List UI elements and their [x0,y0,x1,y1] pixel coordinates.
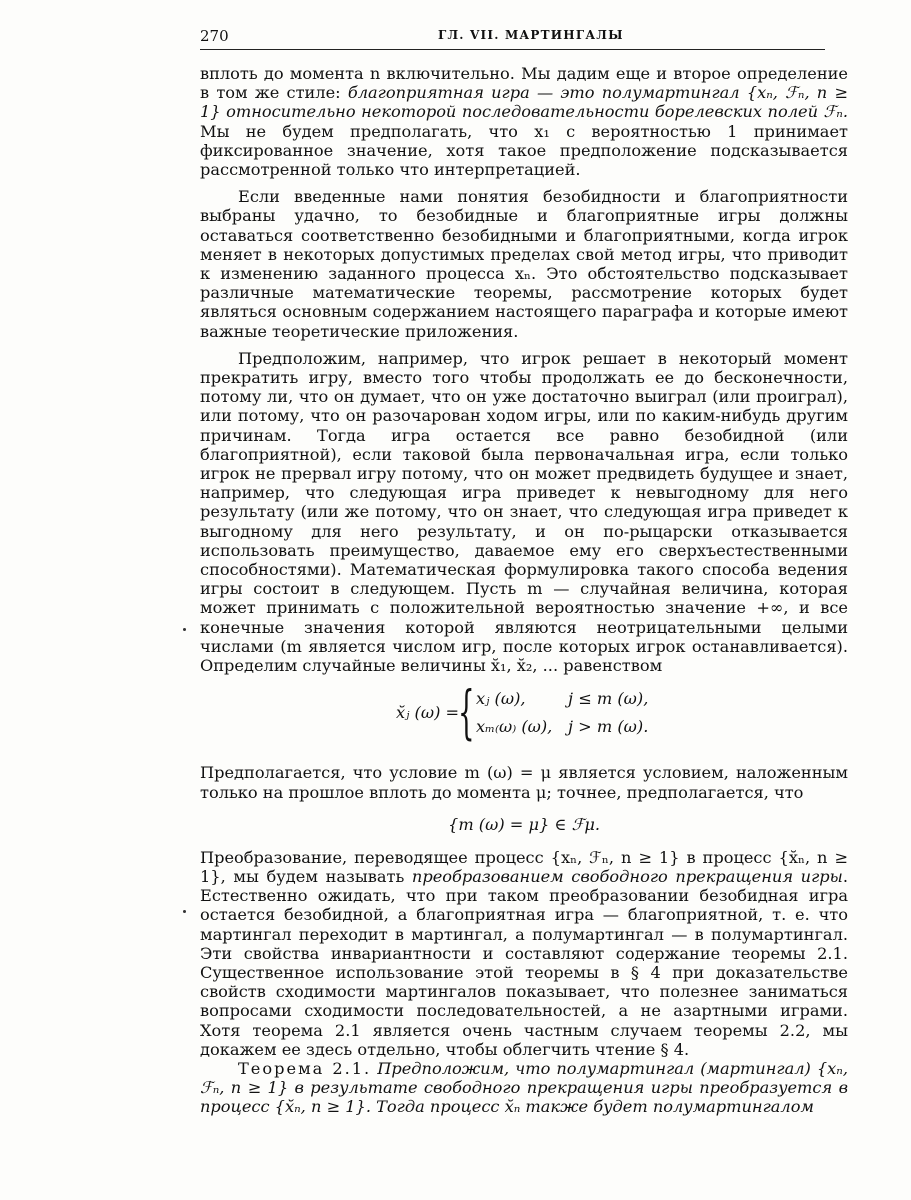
margin-dot [183,910,186,913]
paragraph-4: Предполагается, что условие m (ω) = μ является условием, наложенным только на прошлое вплоть до момента μ; точнее, предполагается, что [200,763,848,802]
formula-piecewise [200,678,848,755]
formula-brace: { [458,678,475,747]
theorem-2-1 [200,1059,848,1117]
formula-case-1: xⱼ (ω), [476,689,526,709]
paragraph-1-text: вплоть до момента n включительно. Мы дадим еще и второе определение в том же стиле: [200,64,848,103]
formula-case-2: xₘ₍ω₎ (ω), [476,717,553,737]
paragraph-1-end: Мы не будем предполагать, что x₁ с вероятностью 1 принимает фиксированное значение, хотя такое предположение подсказывается рассмотренной только что интерпретацией. [200,121,848,180]
paragraph-5-b: . Естественно ожидать, что при таком преобразовании безобидная игра остается безобидной, а благоприятная игра — благоприятной, т. е. что мартингал переходит в мартингал, а полумартингал — в полумартингал. Эти свойства инвариантности и составляют содержание теоремы 2.1. Существенное использование этой теоремы в § 4 при доказательстве свойств сходимости мартингалов показывает, что полезнее заниматься вопросами сходимости последовательностей, а не азартными играми. Хотя теорема 2.1 является очень частным случаем теоремы 2.2, мы докажем ее здесь отдельно, чтобы облегчить чтение § 4. [200,866,848,1059]
page-body [200,64,848,1117]
running-head: ГЛ. VII. МАРТИНГАЛЫ [438,28,624,42]
paragraph-5-a: Преобразование, переводящее процесс {xₙ, ℱₙ, n ≥ 1} в процесс {x̆ₙ, n ≥ 1}, мы будем называть [200,847,848,886]
page-header [200,27,825,50]
formula-cond-2: j > m (ω). [568,717,649,737]
margin-dot [183,628,186,631]
paragraph-1 [200,64,848,179]
paragraph-3: Предположим, например, что игрок решает в некоторый момент прекратить игру, вместо того чтобы продолжать ее до бесконечности, потому ли, что он думает, что он уже достаточно выиграл (или проиграл), или потому, что он разочарован ходом игры, или по каким-нибудь другим причинам. Тогда игра остается все равно безобидной (или благоприятной), если таковой была первоначальная игра, если только игрок не прервал игру потому, что он может предвидеть будущее и знает, например, что следующая игра приведет к невыгодному для него результату (или же потому, что он знает, что следующая игра приведет к выгодному для него результату, и он по-рыцарски отказывается использовать преимущество, даваемое ему его сверхъестественными способностями). Математическая формулировка такого способа ведения игры состоит в следующем. Пусть m — случайная величина, которая может принимать с положительной вероятностью значение +∞, и все конечные значения которой являются неотрицательными целыми числами (m является числом игр, после которых игрок останавливается). Определим случайные величины x̆₁, x̆₂, ... равенством [200,348,848,676]
theorem-text: Предположим, что полумартингал (мартингал) {xₙ, ℱₙ, n ≥ 1} в результате свободного прекращения игры преобразуется в процесс {x̆ₙ, n ≥ 1}. Тогда процесс x̆ₙ также будет полумартингалом [200,1058,848,1117]
paragraph-5 [200,848,848,1059]
page-number: 270 [200,27,229,45]
formula-condition: {m (ω) = μ} ∈ ℱμ. [448,814,600,834]
formula-cond-1: j ≤ m (ω), [568,689,649,709]
formula-lhs: x̆ⱼ (ω) = [396,703,460,723]
paragraph-2: Если введенные нами понятия безобидности и благоприятности выбраны удачно, то безобидные и благоприятные игры должны оставаться соответственно безобидными и благоприятными, когда игрок меняет в некоторых допустимых пределах свой метод игры, что приводит к изменению заданного процесса xₙ. Это обстоятельство подсказывает различные математические теоремы, рассмотрение которых будет являться основным содержанием настоящего параграфа и которые имеют важные теоретические приложения. [200,187,848,341]
theorem-label: Теорема 2.1. [238,1058,372,1078]
definition-text: благоприятная игра — это полумартингал {xₙ, ℱₙ, n ≥ 1} относительно некоторой последовательности борелевских полей ℱₙ. [200,83,848,122]
term-free-stopping: преобразованием свободного прекращения игры [411,866,843,886]
